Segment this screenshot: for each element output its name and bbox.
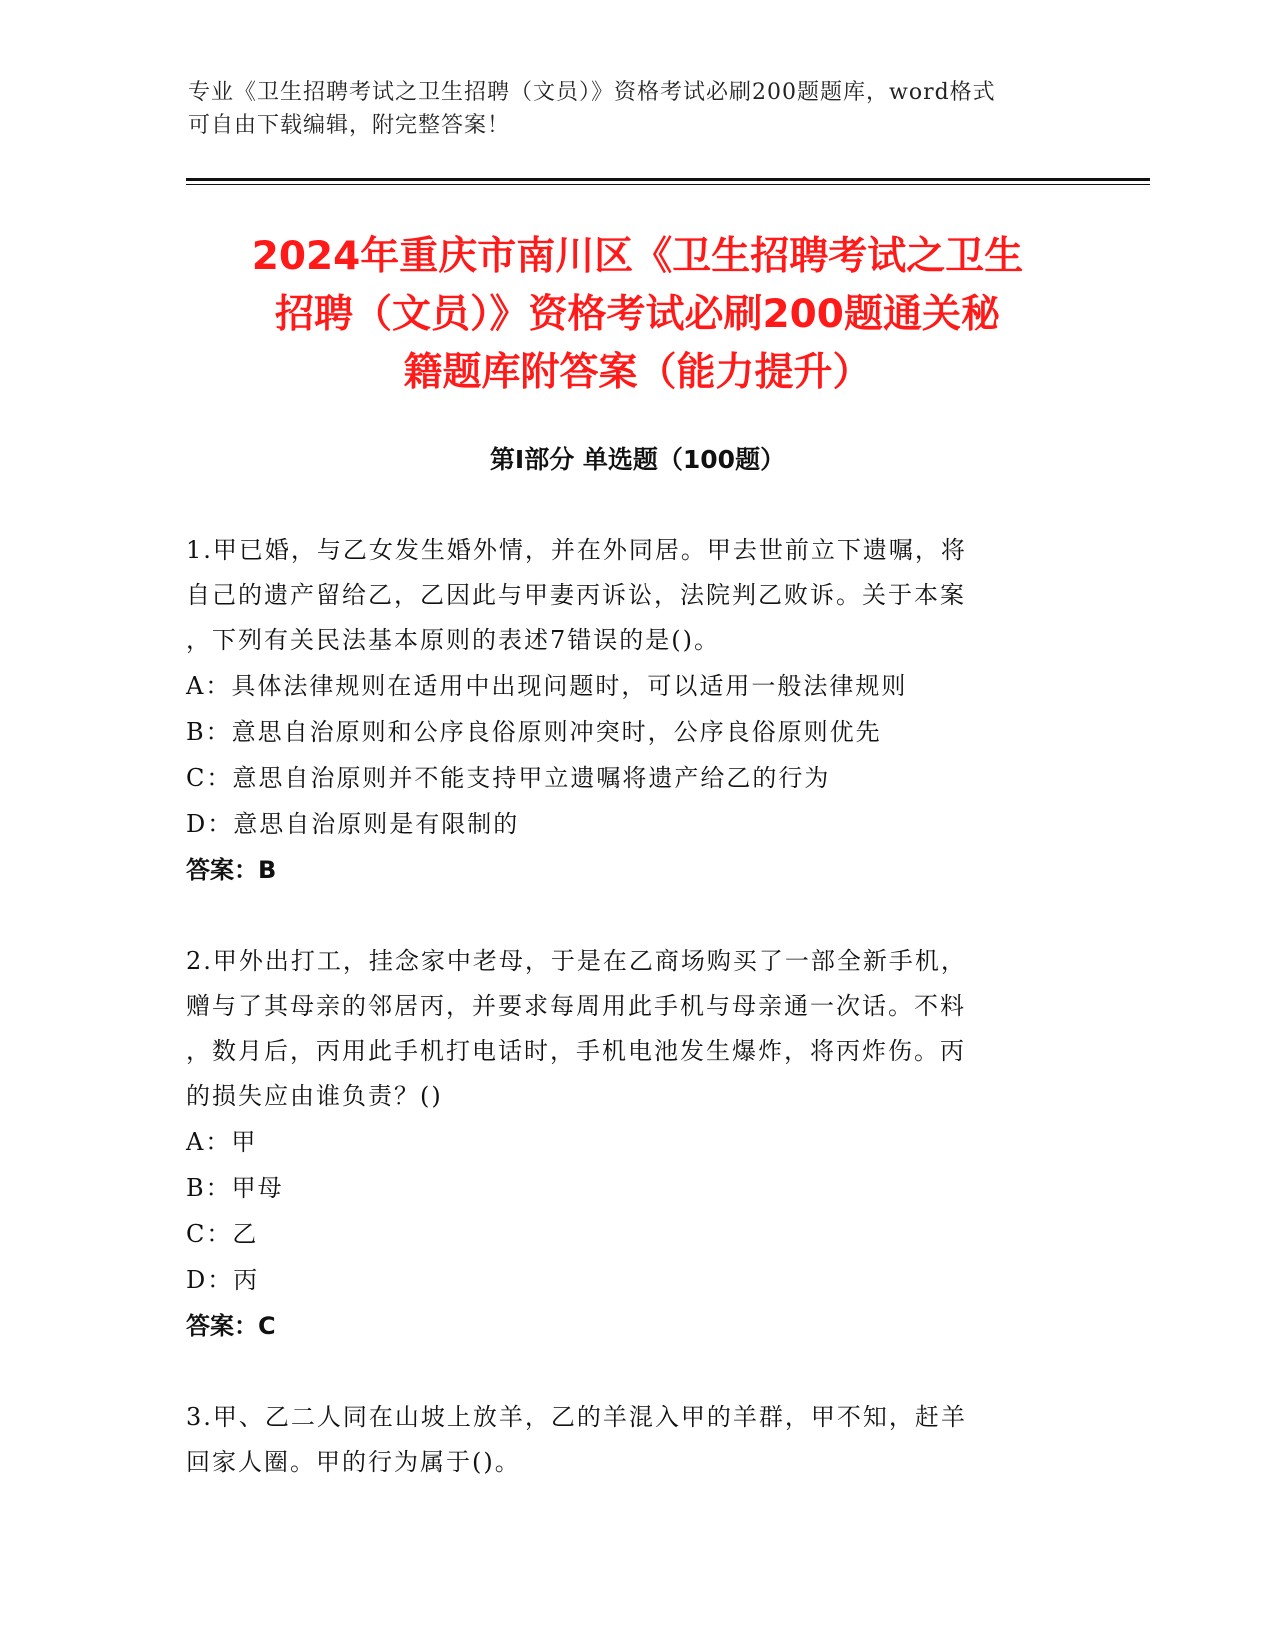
question-text-line: 回家人圈。甲的行为属于()。 [186, 1448, 521, 1476]
document-title [150, 228, 1125, 402]
title-line: 籍题库附答案（能力提升） [403, 350, 872, 395]
section-heading: 第Ⅰ部分 单选题（100题） [489, 445, 786, 474]
question-text-line: 的损失应由谁负责？() [186, 1082, 443, 1110]
option-c: C：意思自治原则并不能支持甲立遗嘱将遗产给乙的行为 [186, 764, 831, 792]
answer-label: 答案：C [186, 1312, 276, 1340]
question-text-line: 2.甲外出打工，挂念家中老母，于是在乙商场购买了一部全新手机， [186, 947, 967, 975]
option-b: B：意思自治原则和公序良俗原则冲突时，公序良俗原则优先 [186, 718, 882, 746]
header-note-line: 专业《卫生招聘考试之卫生招聘（文员）》资格考试必刷200题题库，word格式 [188, 80, 996, 105]
question-text-line: ，下列有关民法基本原则的表述7错误的是()。 [186, 626, 720, 654]
question-list [186, 528, 1066, 1531]
header-divider-thick [186, 178, 1150, 181]
question-text-line: ，数月后，丙用此手机打电话时，手机电池发生爆炸，将丙炸伤。丙 [186, 1037, 966, 1065]
question-text-line: 自己的遗产留给乙，乙因此与甲妻丙诉讼，法院判乙败诉。关于本案 [186, 581, 966, 609]
header-note [188, 76, 1068, 142]
option-b: B：甲母 [186, 1174, 284, 1202]
option-d: D：丙 [186, 1266, 260, 1294]
question-3 [186, 1395, 1066, 1485]
title-line: 2024年重庆市南川区《卫生招聘考试之卫生 [251, 234, 1024, 279]
question-2 [186, 939, 1066, 1349]
option-d: D：意思自治原则是有限制的 [186, 810, 520, 838]
title-line: 招聘（文员）》资格考试必刷200题通关秘 [275, 292, 1000, 337]
option-c: C：乙 [186, 1220, 259, 1248]
question-1 [186, 528, 1066, 893]
question-text-line: 1.甲已婚，与乙女发生婚外情，并在外同居。甲去世前立下遗嘱，将 [186, 536, 967, 564]
answer-label: 答案：B [186, 856, 277, 884]
option-a: A：甲 [186, 1128, 258, 1156]
header-note-line: 可自由下载编辑，附完整答案！ [188, 113, 511, 138]
option-a: A：具体法律规则在适用中出现问题时，可以适用一般法律规则 [186, 672, 908, 700]
question-text-line: 3.甲、乙二人同在山坡上放羊，乙的羊混入甲的羊群，甲不知，赶羊 [186, 1403, 967, 1431]
question-text-line: 赠与了其母亲的邻居丙，并要求每周用此手机与母亲通一次话。不料 [186, 992, 966, 1020]
header-divider-thin [186, 184, 1150, 185]
